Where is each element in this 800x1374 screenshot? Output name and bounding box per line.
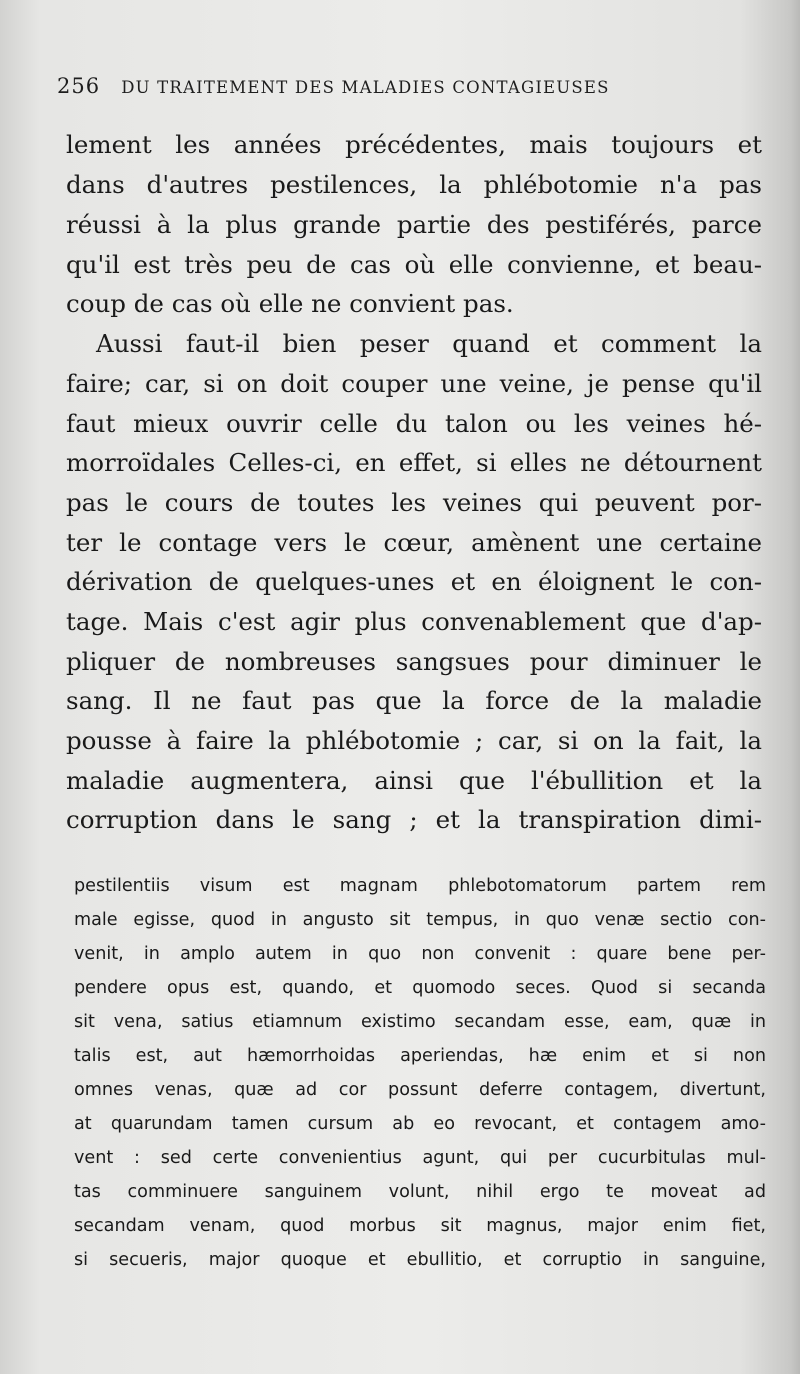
french-line: pliquer de nombreuses sangsues pour diminuer le — [66, 647, 762, 676]
french-line: pousse à faire la phlébotomie ; car, si on la fait, la — [66, 726, 762, 755]
latin-line: si secueris, major quoque et ebullitio, et corruptio in sanguine, — [74, 1250, 766, 1270]
latin-line: venit, in amplo autem in quo non convenit : quare bene per- — [74, 944, 766, 964]
french-line: qu'il est très peu de cas où elle convienne, et beau- — [66, 250, 762, 279]
running-title: DU TRAITEMENT DES MALADIES CONTAGIEUSES — [121, 78, 610, 97]
french-line: ter le contage vers le cœur, amènent une certaine — [66, 528, 762, 557]
latin-line: male egisse, quod in angusto sit tempus, in quo venæ sectio con- — [74, 910, 766, 930]
french-line: dérivation de quelques-unes et en éloignent le con- — [66, 567, 762, 596]
french-line: dans d'autres pestilences, la phlébotomie n'a pas — [66, 170, 762, 199]
french-line: morroïdales Celles-ci, en effet, si elles ne détournent — [66, 448, 762, 477]
latin-line: talis est, aut hæmorrhoidas aperiendas, hæ enim et si non — [74, 1046, 766, 1066]
latin-line: secandam venam, quod morbus sit magnus, major enim fiet, — [74, 1216, 766, 1236]
latin-line: omnes venas, quæ ad cor possunt deferre contagem, divertunt, — [74, 1080, 766, 1100]
french-line: pas le cours de toutes les veines qui peuvent por- — [66, 488, 762, 517]
running-header — [57, 74, 757, 104]
latin-line: pestilentiis visum est magnam phlebotomatorum partem rem — [74, 876, 766, 896]
latin-line: pendere opus est, quando, et quomodo seces. Quod si secanda — [74, 978, 766, 998]
french-line: faut mieux ouvrir celle du talon ou les veines hé- — [66, 409, 762, 438]
french-line: faire; car, si on doit couper une veine, je pense qu'il — [66, 369, 762, 398]
french-line: lement les années précédentes, mais toujours et — [66, 130, 762, 159]
latin-line: sit vena, satius etiamnum existimo secandam esse, eam, quæ in — [74, 1012, 766, 1032]
latin-line: vent : sed certe convenientius agunt, qui per cucurbitulas mul- — [74, 1148, 766, 1168]
french-line: corruption dans le sang ; et la transpiration dimi- — [66, 805, 762, 834]
french-line: tage. Mais c'est agir plus convenablement que d'ap- — [66, 607, 762, 636]
latin-line: tas comminuere sanguinem volunt, nihil ergo te moveat ad — [74, 1182, 766, 1202]
french-line: réussi à la plus grande partie des pestiférés, parce — [66, 210, 762, 239]
french-line: sang. Il ne faut pas que la force de la maladie — [66, 686, 762, 715]
french-line: maladie augmentera, ainsi que l'ébullition et la — [66, 766, 762, 795]
french-line: coup de cas où elle ne convient pas. — [66, 289, 514, 318]
page-number: 256 — [57, 74, 101, 98]
french-line: Aussi faut-il bien peser quand et comment la — [96, 329, 762, 358]
latin-line: at quarundam tamen cursum ab eo revocant, et contagem amo- — [74, 1114, 766, 1134]
